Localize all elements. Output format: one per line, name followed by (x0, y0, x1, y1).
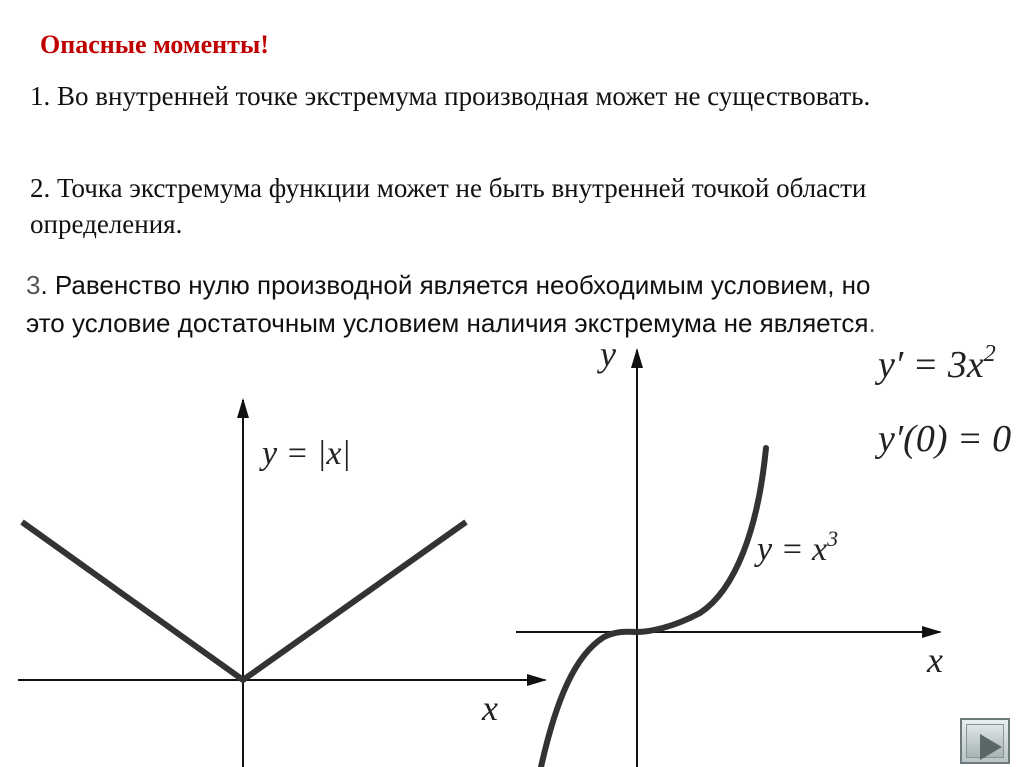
cubic-y-label: y (600, 334, 616, 374)
cubic-graph (516, 334, 943, 767)
cubic-curve (541, 448, 766, 767)
slide-title: Опасные моменты! (40, 30, 269, 59)
next-slide-button-face (966, 724, 1004, 758)
point-2: 2. Точка экстремума функции может не быть внутренней точкой области определения. (30, 173, 867, 239)
derivative-at-zero: y′(0) = 0 (878, 418, 1012, 460)
cubic-function-label: $y = x^3$ (757, 526, 839, 568)
abs-x-label: x (482, 688, 498, 728)
point-3-number: 3 (26, 270, 41, 300)
point-1: 1. Во внутренней точке экстремума производная может не существовать. (30, 81, 871, 111)
point-3-text: . Равенство нулю производной является необходимым условием, но это условие достаточным условием наличия экстремума не является (26, 270, 871, 338)
abs-graph (18, 400, 545, 767)
derivative-formula: $y' = 3x^2$ (878, 341, 996, 386)
play-triangle-icon (980, 734, 1002, 760)
abs-function-label: y = |x| (262, 435, 351, 472)
next-slide-button[interactable] (960, 718, 1010, 764)
point-3-end: . (868, 308, 876, 338)
cubic-x-label: x (927, 640, 943, 680)
